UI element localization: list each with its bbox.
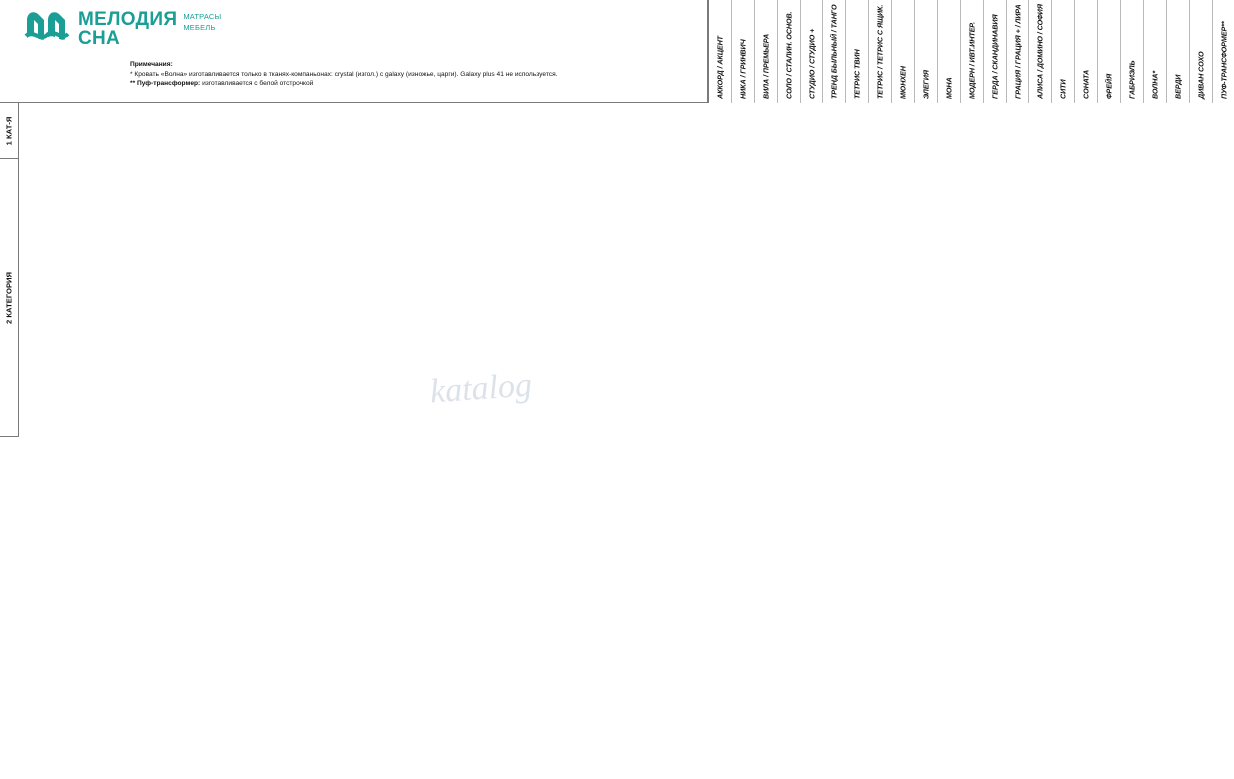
model-column-header: [1143, 0, 1166, 103]
category-label: 2 КАТЕГОРИЯ: [4, 271, 14, 324]
model-column-label: СОЛО / СТАЛИН. ОСНОВ.: [784, 11, 794, 99]
model-column-header: [731, 0, 754, 103]
brand-tagline-line2: МЕБЕЛЬ: [183, 23, 216, 32]
model-column-label: ДИВАН СОХО: [1196, 51, 1206, 99]
category-label: 1 КАТ-Я: [4, 116, 14, 145]
model-column-header: [1212, 0, 1234, 103]
notes-line-1: * Кровать «Волна» изготавливается только в тканях-компаньонах: crystal (изгол.) с galaxy (изножье, царги). Galaxy plus 41 не используется.: [130, 70, 558, 78]
model-column-label: ВОЛНА*: [1150, 70, 1160, 99]
model-column-label: СИТИ: [1058, 79, 1068, 99]
model-column-label: МЮНХЕН: [898, 66, 908, 99]
model-column-label: МОНА: [944, 77, 954, 99]
model-column-label: ТРЕНД БЫЛЬНЫЙ / ТАНГО: [829, 4, 839, 99]
model-column-label: ТЕТРИС / ТЕТРИС С ЯЩИК.: [875, 4, 885, 99]
model-column-header: [754, 0, 777, 103]
model-column-label: ГЕРДА / СКАНДИНАВИЯ: [990, 14, 1000, 99]
category-label-cell: [0, 159, 19, 437]
model-column-header: [822, 0, 845, 103]
model-column-label: СОНАТА: [1081, 69, 1091, 99]
model-column-header: [1189, 0, 1212, 103]
notes-line-2-label: ** Пуф-трансформер:: [130, 80, 201, 87]
model-column-headers: [708, 0, 1234, 103]
model-column-label: ГРАЦИЯ / ГРАЦИЯ + / ЛИРА: [1013, 4, 1023, 99]
model-column-header: [800, 0, 823, 103]
brand-name-line2: СНА: [78, 28, 121, 49]
model-column-header: [960, 0, 983, 103]
model-column-header: [937, 0, 960, 103]
model-column-header: [1074, 0, 1097, 103]
model-column-label: ЭЛЕГИЯ: [921, 70, 931, 99]
model-column-header: [891, 0, 914, 103]
model-column-header: [1097, 0, 1120, 103]
model-column-header: [708, 0, 731, 103]
model-column-label: СТУДИО / СТУДИО +: [807, 28, 816, 99]
model-column-header: [868, 0, 891, 103]
model-column-label: ТЕТРИС ТВИН: [852, 49, 862, 99]
model-column-label: МОДЕРН / ИВТ.ИНТЕР.: [967, 22, 977, 99]
model-column-header: [983, 0, 1006, 103]
model-column-header: [1166, 0, 1189, 103]
wave-mark-icon: [24, 8, 70, 50]
model-column-header: [1120, 0, 1143, 103]
model-column-label: ПУФ-ТРАНСФОРМЕР**: [1219, 21, 1229, 99]
brand-logo: [24, 8, 221, 50]
category-label-cell: [0, 103, 19, 159]
model-column-label: ВИЛА / ПРЕМЬЕРА: [761, 33, 771, 99]
catalog-header: [0, 0, 708, 103]
model-column-label: АККОРД / АКЦЕНТ: [715, 36, 725, 99]
model-column-header: [845, 0, 868, 103]
brand-name-line1: МЕЛОДИЯ: [78, 9, 178, 30]
watermark: katalog: [428, 366, 534, 411]
model-column-label: ФРЕЙЯ: [1104, 73, 1114, 99]
category-spine: [0, 103, 19, 437]
model-column-header: [777, 0, 800, 103]
model-column-label: НИКА / ГРИНВИЧ: [738, 39, 748, 99]
model-column-header: [1051, 0, 1074, 103]
notes-line-2-text: изготавливается с белой отстрочкой: [200, 80, 314, 87]
model-column-label: ГАБРИЭЛЬ: [1127, 60, 1137, 99]
model-column-header: [914, 0, 937, 103]
model-column-header: [1006, 0, 1029, 103]
model-column-header: [1028, 0, 1051, 103]
model-column-label: ВЕРДИ: [1173, 74, 1183, 99]
notes-title: Примечания:: [130, 61, 173, 68]
notes-block: [130, 60, 690, 89]
brand-tagline-line1: МАТРАСЫ: [183, 12, 222, 21]
model-column-label: АЛИСА / ДОМИНО / СОФИЯ: [1035, 4, 1045, 99]
